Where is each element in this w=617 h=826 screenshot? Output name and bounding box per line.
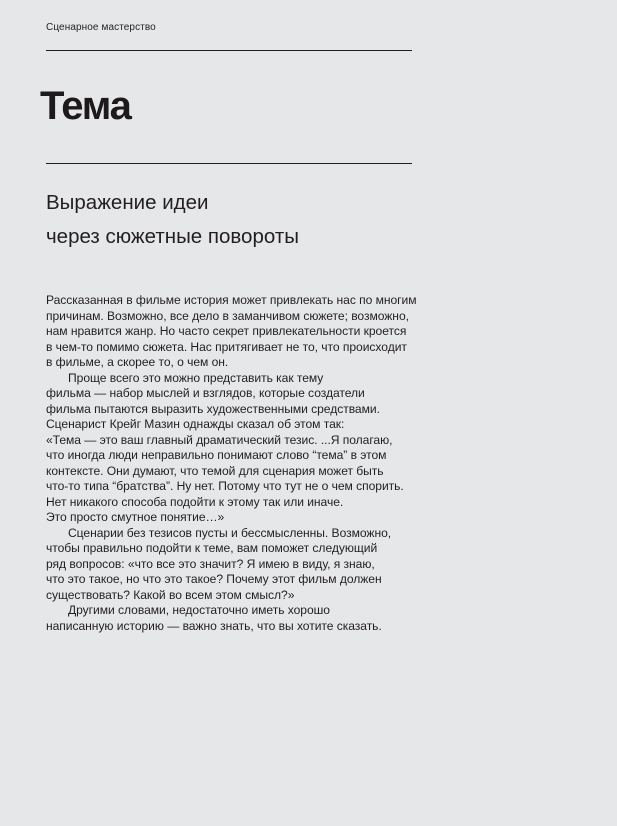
body-line: фильма — набор мыслей и взглядов, которые создатели bbox=[46, 386, 365, 400]
body-line: причинам. Возможно, все дело в заманчивом сюжете; возможно, bbox=[46, 308, 409, 323]
body-line: чтобы правильно подойти к теме, вам поможет следующий bbox=[46, 541, 378, 555]
running-head: Сценарное мастерство bbox=[46, 22, 156, 33]
subtitle-line: через сюжетные повороты bbox=[46, 225, 299, 248]
top-divider bbox=[46, 50, 412, 51]
body-line: ряд вопросов: «что все это значит? Я имею в виду, я знаю, bbox=[46, 556, 375, 571]
body-line: нам нравится жанр. Но часто секрет привлекательности кроется bbox=[46, 324, 407, 338]
chapter-subtitle bbox=[46, 186, 299, 254]
body-line: Это просто смутное понятие…» bbox=[46, 510, 225, 524]
body-line: написанную историю — важно знать, что вы хотите сказать. bbox=[46, 618, 382, 633]
body-line: Нет никакого способа подойти к этому так или иначе. bbox=[46, 494, 344, 509]
title-divider bbox=[46, 163, 412, 164]
body-line: в фильме, а скорее то, о чем он. bbox=[46, 355, 229, 369]
subtitle-line: Выражение идеи bbox=[46, 191, 209, 214]
body-line: Другими словами, недостаточно иметь хорошо bbox=[68, 603, 330, 617]
body-line: Рассказанная в фильме история может привлекать нас по многим bbox=[46, 293, 417, 307]
body-line: Проще всего это можно представить как тему bbox=[68, 370, 324, 385]
body-line: что иногда люди неправильно понимают слово “тема” в этом bbox=[46, 448, 387, 462]
body-line: контексте. Они думают, что темой для сценария может быть bbox=[46, 463, 384, 478]
body-line: фильма пытаются выразить художественными средствами. bbox=[46, 401, 380, 416]
body-line: существовать? Какой во всем этом смысл?» bbox=[46, 587, 295, 602]
body-line: «Тема — это ваш главный драматический тезис. ...Я полагаю, bbox=[46, 432, 393, 447]
body-line: Сценарист Крейг Мазин однажды сказал об этом так: bbox=[46, 417, 345, 431]
body-line: в чем-то помимо сюжета. Нас притягивает не то, что происходит bbox=[46, 339, 407, 354]
chapter-title: Тема bbox=[40, 84, 131, 128]
body-line: Сценарии без тезисов пусты и бессмысленны. Возможно, bbox=[68, 525, 392, 540]
body-line: что-то типа “братства”. Ну нет. Потому что тут не о чем спорить. bbox=[46, 479, 404, 493]
body-line: что это такое, но что это такое? Почему этот фильм должен bbox=[46, 572, 382, 586]
body-text bbox=[46, 293, 426, 634]
